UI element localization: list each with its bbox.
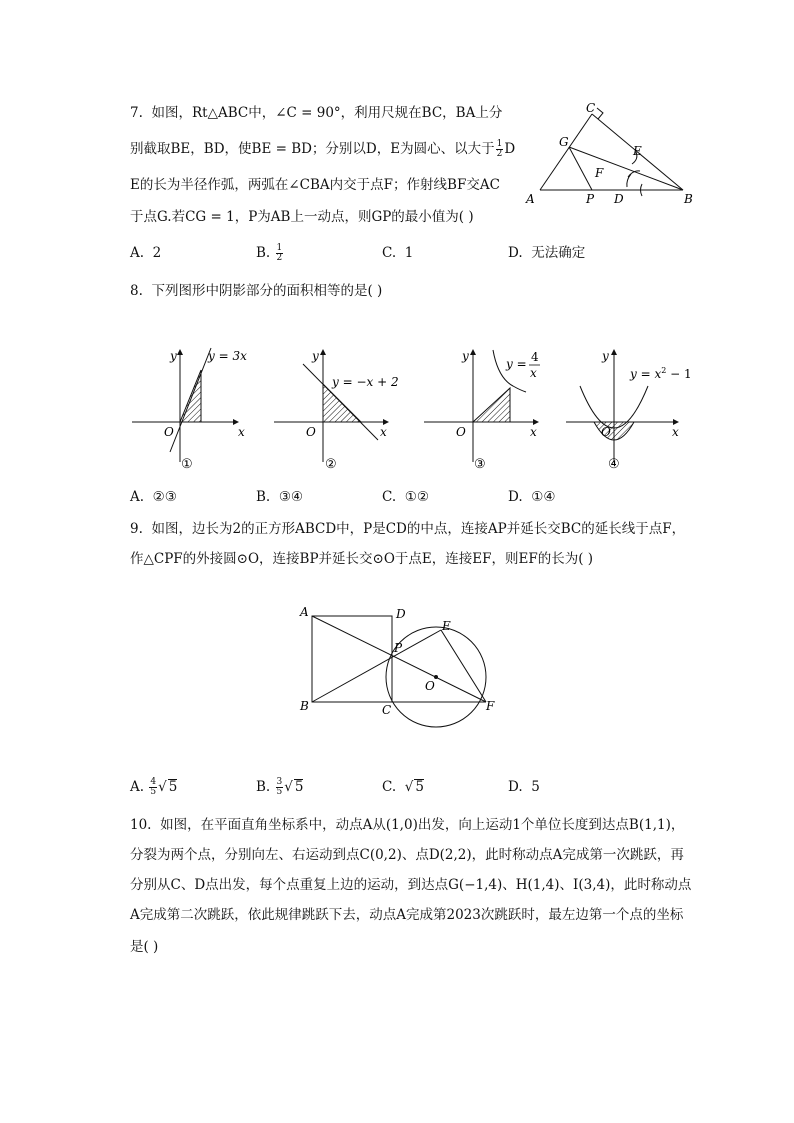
q8-text: 下列图形中阴影部分的面积相等的是( ) [151,283,383,299]
q8-option-d[interactable]: D. ①④ [508,489,556,505]
q8-option-c[interactable]: C. ①② [382,489,429,505]
q7-label-G: G [559,135,569,149]
svg-text:②: ② [325,457,337,472]
svg-text:x: x [380,425,387,439]
svg-text:y = −x + 2: y = −x + 2 [332,375,399,389]
q7-option-a[interactable]: A. 2 [130,245,162,261]
svg-text:y = 3x: y = 3x [208,349,247,363]
q7-label-B: B [684,192,693,206]
q7-line-1 [130,104,502,122]
q10-text-3: 分别从C、D点出发，每个点重复上边的运动，到达点G(−1,4)、H(1,4)、I(3,4)，此时称动点 [130,877,692,893]
q8-line-1 [130,282,382,300]
svg-text:4: 4 [531,350,539,364]
q7-label-A: A [526,192,535,206]
q8-graph-3 [424,349,540,472]
q7-label-P: P [586,192,595,206]
svg-text:D: D [396,607,406,621]
svg-text:y =: y = [506,357,527,371]
q8-option-b[interactable]: B. ③④ [256,489,304,505]
q9-option-d[interactable]: D. 5 [508,779,540,795]
svg-text:x: x [530,366,537,380]
svg-text:④: ④ [608,457,620,472]
q9-option-b[interactable]: B. $\frac{3}{5}$ √ 5 [256,777,304,797]
svg-text:③: ③ [474,457,486,472]
q7-label-C: C [586,101,596,115]
q7-text-1: 如图，Rt△ABC中，∠C = 90°，利用尺规在BC，BA上分 [151,105,503,121]
svg-text:F: F [486,699,495,713]
svg-text:O: O [601,425,611,439]
q9-number: 9. [130,521,143,537]
svg-text:y: y [602,349,609,363]
q8-graph-2 [274,349,399,472]
q7-option-d[interactable]: D. 无法确定 [508,245,586,261]
q10-line-2 [130,846,684,864]
q7-line-2 [130,140,515,159]
svg-text:B: B [300,699,309,713]
q7-line-4 [130,208,474,226]
q7-option-c[interactable]: C. 1 [382,245,414,261]
q9-square-circle-figure [296,600,516,740]
q10-text-4: A完成第二次跳跃，依此规律跳跃下去，动点A完成第2023次跳跃时，最左边第一个点的坐标 [130,907,684,923]
q10-line-4 [130,906,683,924]
svg-text:y: y [462,349,469,363]
q8-graph-1 [132,348,247,472]
q7-option-b[interactable]: B. $\frac{1}{2}$ [256,243,283,263]
svg-text:x: x [238,425,245,439]
svg-text:x: x [530,425,537,439]
svg-text:O: O [425,679,435,693]
q8-option-a[interactable]: A. ②③ [130,489,177,505]
svg-text:y: y [170,349,177,363]
q10-line-5 [130,938,158,956]
q9-line-1 [130,520,685,538]
q8-number: 8. [130,283,143,299]
q7-text-3: E的长为半径作弧，两弧在∠CBA内交于点F；作射线BF交AC [130,177,500,193]
svg-text:①: ① [181,457,193,472]
svg-text:E: E [442,619,451,633]
q9-text-1: 如图，边长为2的正方形ABCD中，P是CD的中点，连接AP并延长交BC的延长线于点F， [151,521,686,537]
q7-line-3 [130,176,500,194]
q7-half-fraction: $\frac{1}{2}$ [496,139,503,159]
q9-option-a[interactable]: A. $\frac{4}{5}$ √ 5 [130,777,178,797]
q7-text-2a: 别截取BE，BD，使BE = BD；分别以D，E为圆心、以大于 [130,141,495,157]
q9-text-2: 作△CPF的外接圆⊙O，连接BP并延长交⊙O于点E，连接EF，则EF的长为( ) [130,551,594,567]
q10-line-3 [130,876,691,894]
q10-text-1: 如图，在平面直角坐标系中，动点A从(1,0)出发，向上运动1个单位长度到达点B(1,1)， [160,817,685,833]
q10-number: 10. [130,817,152,833]
q7-text-2b: D [504,141,516,157]
q7-label-D: D [614,192,624,206]
q10-line-1 [130,816,684,834]
q7-number: 7. [130,105,143,121]
q8-graph-4 [566,349,692,472]
svg-text:x: x [672,425,679,439]
svg-text:A: A [300,605,309,619]
svg-text:y = x2 − 1: $y = x^2 - 1$ [630,366,692,381]
q7-text-4: 于点G.若CG = 1，P为AB上一动点，则GP的最小值为( ) [130,209,474,225]
svg-text:C: C [382,703,392,717]
q7-label-F: F [595,166,604,180]
q9-option-c[interactable]: C. √ 5 [382,779,424,795]
q10-text-5: 是( ) [130,939,159,955]
q7-triangle-figure [522,100,702,210]
svg-text:P: P [394,641,403,655]
svg-text:O: O [306,425,316,439]
q7-label-E: E [633,144,642,158]
svg-text:y: y [312,349,319,363]
svg-text:O: O [456,425,466,439]
q10-text-2: 分裂为两个点，分别向左、右运动到点C(0,2)、点D(2,2)，此时称动点A完成第一次跳跃，再 [130,847,684,863]
q8-graphs-figure [128,340,698,475]
q9-line-2 [130,550,593,568]
svg-text:O: O [164,425,174,439]
